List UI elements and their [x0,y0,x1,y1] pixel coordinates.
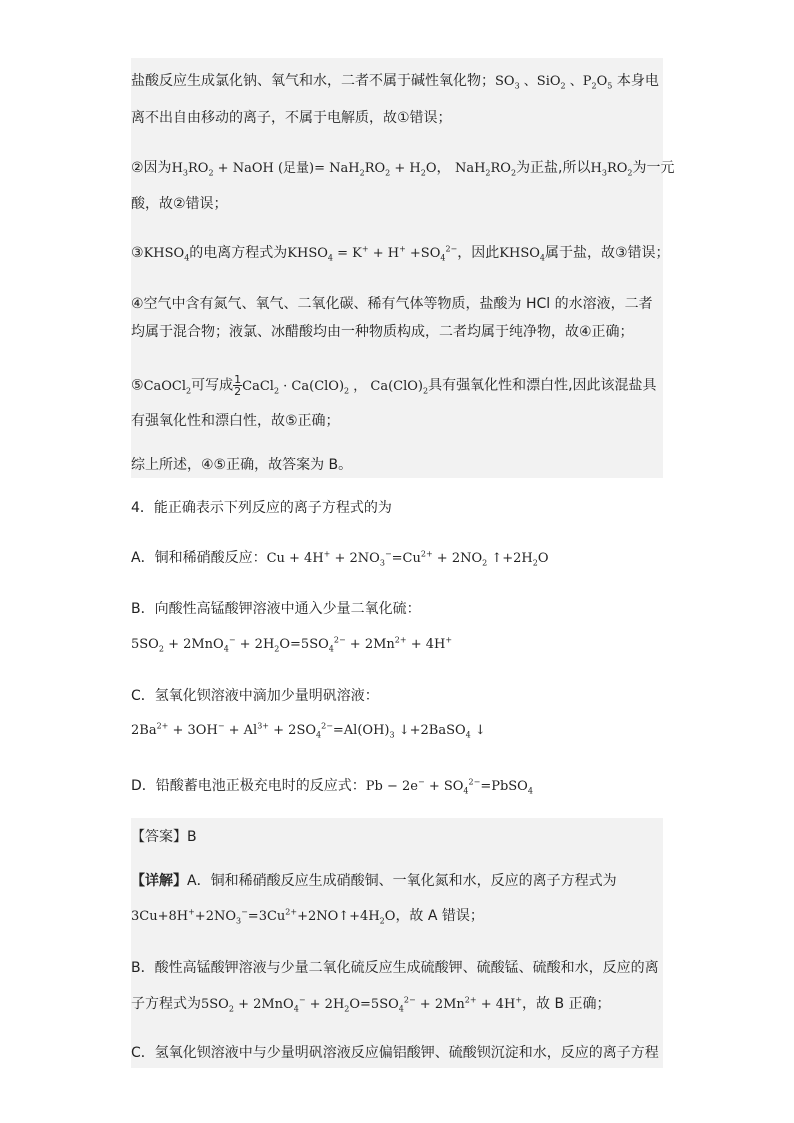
question-stem: 4．能正确表示下列反应的离子方程式的为 [131,500,392,516]
summary: 综上所述，④⑤正确，故答案为 B。 [131,457,353,473]
option-b-formula: $5SO_2 + 2MnO_4^- + 2H_2O=5SO_4^{2-} + 2Mn^{2+} + 4H^+$ [131,635,453,654]
p4-line2: 均属于混合物；液氯、冰醋酸均由一种物质构成，二者均属于纯净物，故④正确； [131,324,634,340]
p1-line2: 离不出自由移动的离子，不属于电解质，故①错误； [131,110,452,126]
p2-line2: 酸，故②错误； [131,196,228,212]
option-d: D．铅酸蓄电池正极充电时的反应式：$Pb - 2e^- + SO_4^{2-}=PbSO_4$ [131,777,533,796]
option-b-label: B．向酸性高锰酸钾溶液中通入少量二氧化硫： [131,601,421,617]
detail-b1: B．酸性高锰酸钾溶液与少量二氧化硫反应生成硫酸钾、硫酸锰、硫酸和水，反应的离 [131,960,659,976]
detail-c1: C．氢氧化钡溶液中与少量明矾溶液反应偏铝酸钾、硫酸钡沉淀和水，反应的离子方程 [131,1045,659,1061]
option-c-label: C．氢氧化钡溶液中滴加少量明矾溶液： [131,688,379,704]
detail-a2: $3Cu+8H^++2NO_3^-=3Cu^{2+}+2NO↑+4H_2O$，故 A 错误； [131,907,484,926]
option-a: A．铜和稀硝酸反应：$Cu + 4H^+ + 2NO_3^-=Cu^{2+} + 2NO_2$ $↑+2H_2O$ [131,549,549,568]
p2-line1: ②因为$H_3RO_2$ + NaOH (足量)= $NaH_2RO_2 + H_2O$， $NaH_2RO_2$为正盐,所以$H_3RO_2$为一元 [131,160,675,178]
formula: $SO_3$ 、SiO$_2$ 、$P_2O_5$ [495,74,613,91]
p5-line2: 有强氧化性和漂白性，故⑤正确； [131,413,340,429]
p1-line1: 盐酸反应生成氯化钠、氧气和水，二者不属于碱性氧化物；$SO_3$ 、SiO$_2$ 、$P_2O_5$ 本身电 [131,73,659,91]
formula: $H_3RO_2$ + NaOH (足量)= $NaH_2RO_2 + H_2O$ [171,161,437,178]
p4-line1: ④空气中含有氮气、氧气、二氧化碳、稀有气体等物质，盐酸为 HCl 的水溶液，二者 [131,296,653,312]
detail-b2: 子方程式为$5SO_2 + 2MnO_4^- + 2H_2O=5SO_4^{2-} + 2Mn^{2+} + 4H^+$，故 B 正确； [131,995,611,1014]
answer-block [131,818,663,1068]
detail-a1: 【详解】A．铜和稀硝酸反应生成硝酸铜、一氧化氮和水，反应的离子方程式为 [131,873,617,889]
option-c-formula: $2Ba^{2+} + 3OH^- + Al^{3+} + 2SO_4^{2-}=Al(OH)_3$ ↓+2BaSO$_4$ ↓ [131,721,486,740]
p5-line1: ⑤CaOCl$_2$可写成 $\frac{1}{2}$ CaCl$_2$ · $Ca(ClO)_2$ ， $Ca(ClO)_2$具有强氧化性和漂白性,因此该混盐具 [131,373,657,398]
answer-label: 【答案】B [131,829,197,845]
fraction: $\frac{1}{2}$ [234,373,242,398]
p3-line: $③KHSO_4$的电离方程式为$KHSO_4 = K^+ + H^+ +SO_4^{2-}$，因此$KHSO_4$属于盐，故③错误； [131,244,670,263]
